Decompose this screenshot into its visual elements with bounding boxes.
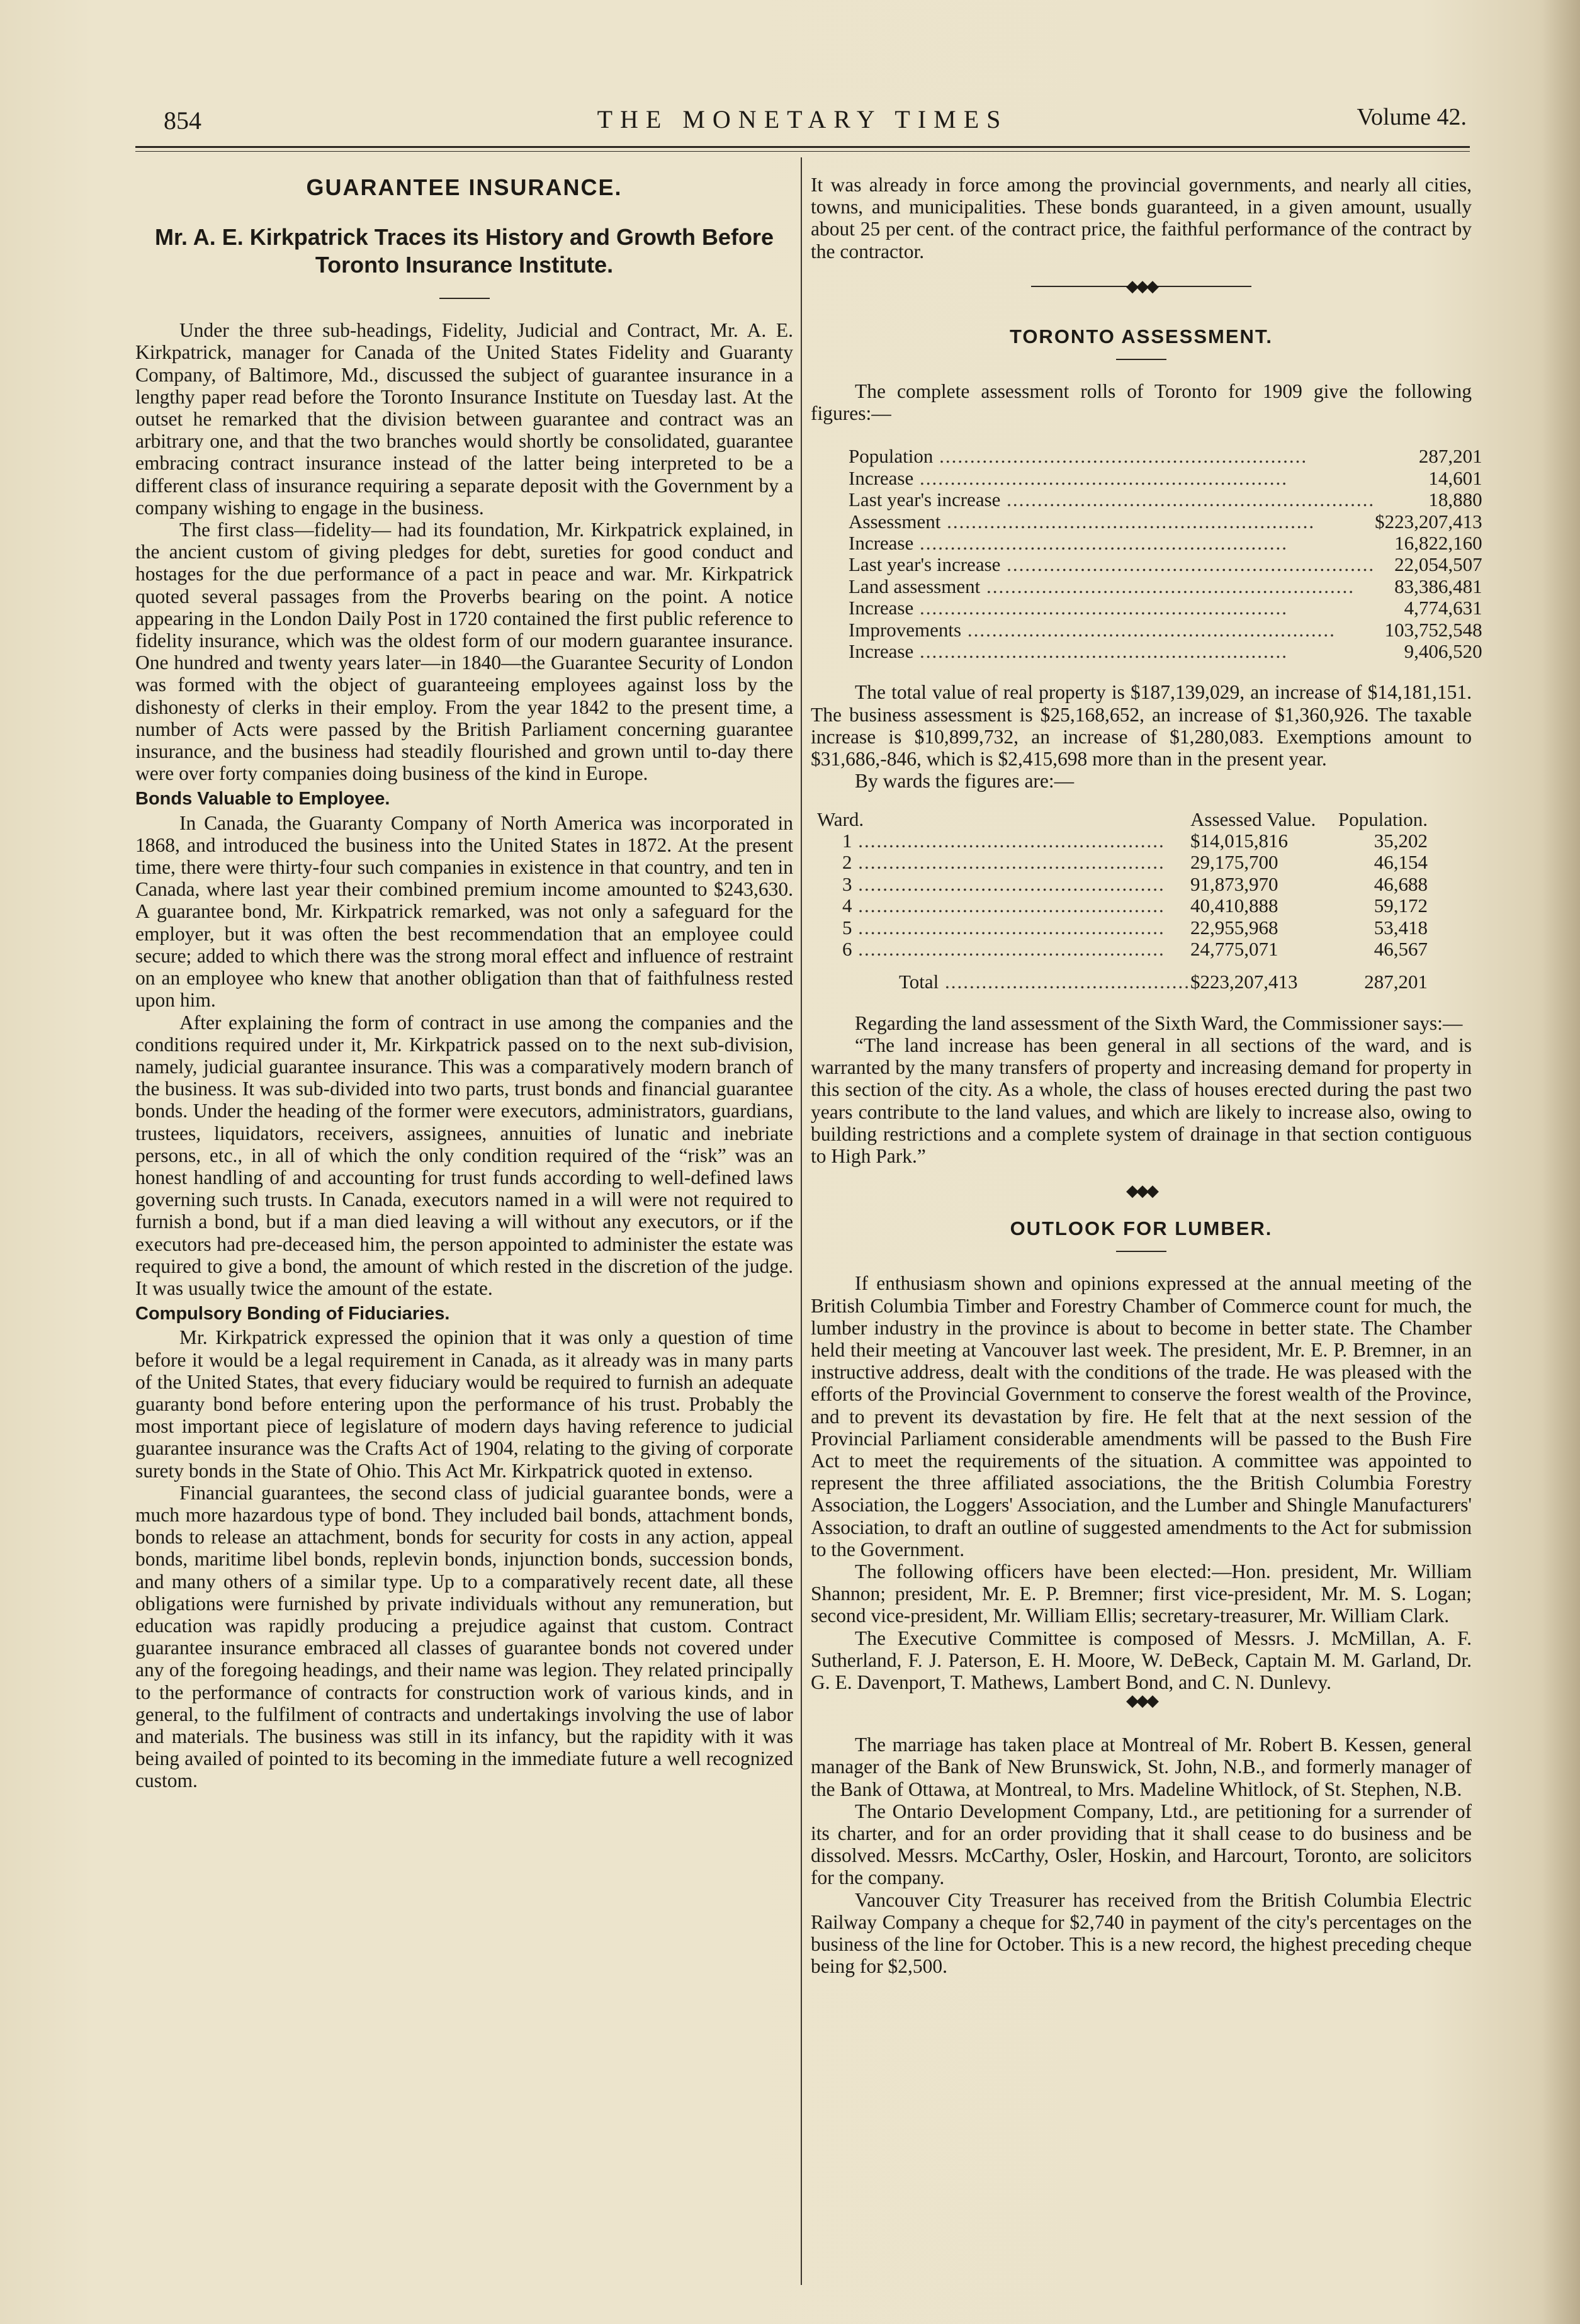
ward-number-cell: [817, 917, 1190, 939]
leader-dots: ..................................................: [852, 917, 1165, 939]
stats-label-text: Increase: [849, 641, 914, 663]
publication-title: THE MONETARY TIMES: [597, 105, 1008, 133]
stats-value: 4,774,631: [1404, 597, 1482, 619]
total-label: Total: [899, 971, 939, 993]
total-assessed: $223,207,413: [1190, 971, 1298, 993]
paragraph: The complete assessment rolls of Toronto for 1909 give the following figures:—: [811, 380, 1472, 425]
stats-value: 14,601: [1428, 466, 1482, 489]
leader-dots: ............................................................: [933, 446, 1308, 468]
header-rule-thin: [135, 151, 1470, 152]
stats-row: [849, 597, 1482, 619]
stats-label: [849, 554, 1375, 575]
paragraph: By wards the figures are:—: [855, 770, 1075, 793]
ward-row: [817, 874, 1465, 895]
ward-number-cell: [817, 852, 1190, 873]
stats-value: $223,207,413: [1375, 510, 1482, 533]
wards-header-row: [817, 809, 1465, 830]
leader-dots: ..................................................: [852, 852, 1165, 874]
ward-number-cell: [817, 895, 1190, 917]
section-ornament: [811, 1693, 1472, 1708]
leader-dots: ............................................................: [940, 510, 1316, 533]
ward-assessed: 22,955,968: [1190, 916, 1278, 939]
ward-assessed: $14,015,816: [1190, 829, 1289, 852]
ward-population: 35,202: [1374, 829, 1428, 852]
paragraph: The following officers have been elected:—Hon. president, Mr. William Shannon; president, Mr. E. P. Bremner; first vice-president, Mr. M. S. Logan; second vice-president, Mr. William Ellis; secretary-treasurer, Mr. William Clark.: [811, 1560, 1472, 1627]
article-title-toronto: TORONTO ASSESSMENT.: [1009, 325, 1273, 347]
stats-row: [849, 468, 1482, 489]
ward-assessed: 40,410,888: [1190, 894, 1278, 917]
left-column: [135, 170, 793, 1792]
wards-total-row: [817, 960, 1465, 993]
section-ornament: [811, 1183, 1472, 1199]
total-population: 287,201: [1364, 971, 1428, 993]
subheading-compulsory-bonding: Compulsory Bonding of Fiduciaries.: [135, 1304, 450, 1324]
leader-dots: ..................................................: [852, 873, 1165, 895]
stats-row: [849, 641, 1482, 662]
stats-value: 287,201: [1418, 445, 1482, 468]
ward-population: 46,567: [1374, 937, 1428, 960]
ornament-diamonds-icon: ◆◆◆: [1126, 1691, 1156, 1710]
volume-label: Volume 42.: [1357, 104, 1467, 130]
ward-number: 6: [842, 938, 852, 960]
paragraph: Mr. Kirkpatrick expressed the opinion that it was only a question of time before it would be a legal requirement in Canada, as it already was in many parts of the United States, that every fiduciary would be required to furnish an adequate guaranty bond before entering upon the performance of his trust. Probably the most important piece of legislature of modern days having reference to judicial guarantee insurance was the Crafts Act of 1904, relating to the giving of corporate surety bonds in the State of Ohio. This Act Mr. Kirkpatrick quoted in extenso.: [135, 1326, 793, 1482]
ward-population: 53,418: [1374, 916, 1428, 939]
stats-value: 103,752,548: [1384, 618, 1482, 641]
news-note: Vancouver City Treasurer has received from the British Columbia Electric Railway Company a cheque for $2,740 in payment of the city's percentages on the business of the line for October. This is a new record, the highest preceding cheque being for $2,500.: [811, 1888, 1472, 1978]
paragraph: In Canada, the Guaranty Company of North America was incorporated in 1868, and introduced the business into the United States in 1872. At the present time, there were thirty-four such companies in existence in that country, and ten in Canada, where last year their combined premium income amounted to $243,630. A guarantee bond, Mr. Kirkpatrick remarked, was not only a safeguard for the employer, but it was often the best recommendation that an employee could secure; added to which there was the strong moral effect and influence of restraint on an employee who knew that another obligation than that of faithfulness rested upon him.: [135, 811, 793, 1012]
stats-label-text: Improvements: [849, 619, 962, 641]
leader-dots: ............................................................: [1000, 489, 1375, 511]
ward-assessed: 29,175,700: [1190, 851, 1278, 874]
ward-number: 5: [842, 917, 852, 939]
paragraph: The Executive Committee is composed of Messrs. J. McMillan, A. F. Sutherland, F. J. Paterson, E. H. Moore, W. DeBeck, Captain M. M. Garland, Dr. G. E. Davenport, T. Mathews, Lambert Bond, and C. N. Dunlevy.: [811, 1627, 1472, 1694]
stats-label: [849, 641, 1375, 662]
stats-label: [849, 489, 1375, 510]
stats-value: 83,386,481: [1394, 575, 1482, 597]
ward-number-cell: [817, 939, 1190, 960]
leader-dots: ............................................................: [913, 597, 1288, 619]
leader-dots: ..................................................: [852, 938, 1165, 960]
stats-value: 9,406,520: [1404, 640, 1482, 663]
ward-row: [817, 830, 1465, 852]
stats-value: 16,822,160: [1394, 532, 1482, 555]
article-title-guarantee: GUARANTEE INSURANCE.: [306, 174, 623, 200]
ward-population: 46,688: [1374, 872, 1428, 895]
header-ward: Ward.: [817, 808, 864, 830]
subheading-bonds-employee: Bonds Valuable to Employee.: [135, 789, 390, 809]
ward-population: 59,172: [1374, 894, 1428, 917]
news-note: The Ontario Development Company, Ltd., are petitioning for a surrender of its charter, and for an order providing that it shall cease to do business and be dissolved. Messrs. McCarthy, Osler, Hoskin, and Harcourt, Toronto, are solicitors for the company.: [811, 1800, 1472, 1889]
stats-label-text: Land assessment: [849, 575, 981, 597]
ward-row: [817, 917, 1465, 939]
paragraph: The total value of real property is $187,139,029, an increase of $14,181,151. The business assessment is $25,168,652, an increase of $1,360,926. The taxable increase is $10,899,732, an increase of $1,280,083. Exemptions amount to $31,686,-846, which is $2,415,698 more than in the present year.: [811, 681, 1472, 770]
news-note: The marriage has taken place at Montreal of Mr. Robert B. Kessen, general manager of the Bank of New Brunswick, St. John, N.B., and formerly manager of the Bank of Ottawa, at Montreal, to Mrs. Madeline Whitlock, of St. Stephen, N.B.: [811, 1734, 1472, 1800]
stats-label-text: Assessment: [849, 510, 941, 533]
leader-dots: ..................................................: [852, 830, 1165, 852]
stats-label: [849, 533, 1375, 554]
leader-dots: ............................................................: [913, 467, 1288, 489]
stats-value: 22,054,507: [1394, 553, 1482, 576]
column-divider: [801, 157, 802, 2285]
leader-dots: ............................................................: [913, 641, 1288, 663]
leader-dots: ............................................................: [1000, 554, 1375, 576]
page-edge-shadow: [1542, 0, 1580, 2324]
header-rule: [135, 146, 1470, 148]
ward-row: [817, 939, 1465, 960]
paragraph: Under the three sub-headings, Fidelity, Judicial and Contract, Mr. A. E. Kirkpatrick, manager for Canada of the United States Fidelity and Guaranty Company, of Baltimore, Md., discussed the subject of guarantee insurance in a lengthy paper read before the Toronto Insurance Institute on Tuesday last. At the outset he remarked that the division between guarantee and contract was an arbitrary one, and that the two branches would shortly be consolidated, guarantee embracing contract insurance instead of the latter being interpreted to be a different class of insurance requiring a separate deposit with the Government by a company wishing to engage in the business.: [135, 319, 793, 519]
ward-population: 46,154: [1374, 851, 1428, 874]
ward-number: 2: [842, 852, 852, 874]
ornament-diamonds-icon: ◆◆◆: [1126, 1182, 1156, 1200]
stats-label-text: Increase: [849, 467, 914, 489]
ward-row: [817, 852, 1465, 873]
leader-dots: ........................................: [939, 971, 1191, 993]
stats-row: [849, 554, 1482, 575]
header-assessed: Assessed Value.: [1190, 808, 1316, 830]
stats-label-text: Last year's increase: [849, 554, 1001, 576]
paragraph: The first class—fidelity— had its foundation, Mr. Kirkpatrick explained, in the ancient custom of giving pledges for debt, sureties for good conduct and hostages for the due performance of a pact in peace and war. Mr. Kirkpatrick quoted several passages from the Proverbs bearing on the point. A notice appearing in the London Daily Post in 1720 contained the first public reference to fidelity insurance, which was the oldest form of our modern guarantee insurance. One hundred and twenty years later—in 1840—the Guarantee Security of London was formed with the object of guaranteeing employees against loss by the dishonesty of clerks in their employ. From the year 1842 to the present time, a number of Acts were passed by the British Parliament concerning guarantee insurance, and the business had steadily flourished and grown until to-day there were over forty companies doing business of the kind in Europe.: [135, 519, 793, 785]
wards-table: [817, 809, 1465, 993]
stats-label: [849, 446, 1375, 467]
stats-value: 18,880: [1428, 488, 1482, 511]
stats-row: [849, 489, 1482, 510]
ward-number-cell: [817, 874, 1190, 895]
title-rule: [439, 298, 490, 299]
stats-row: [849, 533, 1482, 554]
title-rule: [1116, 1251, 1166, 1252]
ward-number-cell: [817, 830, 1190, 852]
section-ornament: [811, 276, 1472, 295]
stats-row: [849, 511, 1482, 533]
ward-assessed: 24,775,071: [1190, 937, 1278, 960]
paragraph: After explaining the form of contract in use among the companies and the conditions required under it, Mr. Kirkpatrick passed on to the next sub-division, namely, judicial guarantee insurance. This was a comparatively modern branch of the business. It was sub-divided into two parts, trust bonds and financial guarantee bonds. Under the heading of the former were executors, administrators, guardians, trustees, liquidators, receivers, assignees, annuities of lunatic and inebriate persons, etc., in all of which the only condition required of the “risk” was an honest handling of and accounting for trust funds according to well-defined laws governing such trusts. In Canada, executors named in a will were not required to furnish a bond, but if a man died leaving a will without any executors, or if the executors had pre-deceased him, the person appointed to administer the estate was required to give a bond, the amount of which rested in the discretion of the judge. It was usually twice the amount of the estate.: [135, 1011, 793, 1299]
stats-label-text: Population: [849, 446, 934, 468]
ward-number: 1: [842, 830, 852, 852]
title-rule: [1116, 359, 1166, 360]
stats-label-text: Increase: [849, 533, 914, 555]
quotation: “The land increase has been general in all sections of the ward, and is warranted by the many transfers of property and increasing demand for property in this section of the city. As a whole, the class of houses erected during the past two years contribute to the land values, and which are likely to increase also, owing to building restrictions and a complete system of drainage in that section contiguous to High Park.”: [811, 1034, 1472, 1167]
stats-label: [849, 576, 1375, 597]
leader-dots: ............................................................: [913, 533, 1288, 555]
stats-row: [849, 446, 1482, 467]
leader-dots: ..................................................: [852, 895, 1165, 917]
leader-dots: ............................................................: [961, 619, 1336, 641]
total-label-cell: [817, 960, 1190, 993]
paragraph: Financial guarantees, the second class of judicial guarantee bonds, were a much more hazardous type of bond. They included bail bonds, attachment bonds, bonds to release an attachment, bonds for security for costs in any action, appeal bonds, maritime libel bonds, replevin bonds, injunction bonds, succession bonds, and many others of a similar type. Up to a comparatively recent date, all these obligations were furnished by private individuals without any remuneration, but education was rapidly producing a prejudice against that custom. Contract guarantee insurance embraced all classes of guarantee bonds not covered under any of the foregoing headings, and their name was legion. They related principally to the performance of contracts for construction work of various kinds, and in general, to the fulfilment of contracts and undertakings involving the use of labor and materials. The business was still in its infancy, but the rapidity with it was being availed of pointed to its becoming in the immediate future a well recognized custom.: [135, 1481, 793, 1792]
stats-label: [849, 468, 1375, 489]
header-population: Population.: [1338, 808, 1428, 830]
stats-label: [849, 511, 1375, 533]
page-number: 854: [164, 106, 201, 135]
article-title-lumber: OUTLOOK FOR LUMBER.: [1010, 1217, 1273, 1240]
stats-label: [849, 619, 1375, 641]
ward-assessed: 91,873,970: [1190, 872, 1278, 895]
paragraph: If enthusiasm shown and opinions expressed at the annual meeting of the British Columbia Timber and Forestry Chamber of Commerce count for much, the lumber industry in the province is about to become in better state. The Chamber held their meeting at Vancouver last week. The president, Mr. E. P. Bremner, in an instructive address, dealt with the conditions of the trade. He was pleased with the efforts of the Provincial Government to conserve the forest wealth of the Province, and to prevent its devastation by fire. He felt that at the next session of the Provincial Parliament considerable amendments will be passed to the Bush Fire Act to meet the requirements of the situation. A committee was appointed to represent the three affiliated associations, the the British Columbia Forestry Association, the Loggers' Association, and the Lumber and Shingle Manufacturers' Association, to draft an outline of suggested amendments to the Act for submission to the Government.: [811, 1272, 1472, 1560]
ward-number: 4: [842, 895, 852, 917]
paragraph-continued: It was already in force among the provincial governments, and nearly all cities, towns, and municipalities. These bonds guaranteed, in a given amount, usually about 25 per cent. of the contract price, the faithful performance of the contract by the contractor.: [811, 174, 1472, 262]
ward-row: [817, 895, 1465, 917]
leader-dots: ............................................................: [980, 575, 1355, 597]
ornament-diamonds-icon: ◆◆◆: [1126, 276, 1156, 295]
paragraph: Regarding the land assessment of the Sixth Ward, the Commissioner says:—: [855, 1012, 1463, 1034]
ward-number: 3: [842, 873, 852, 895]
stats-row: [849, 619, 1482, 641]
stats-label: [849, 597, 1375, 619]
stats-label-text: Increase: [849, 597, 914, 619]
running-header: [138, 101, 1467, 138]
right-column: [811, 174, 1482, 1978]
article-subtitle-guarantee: Mr. A. E. Kirkpatrick Traces its History and Growth Before Toronto Insurance Institute.: [155, 224, 774, 278]
assessment-stats-table: [849, 446, 1482, 662]
stats-row: [849, 576, 1482, 597]
stats-label-text: Last year's increase: [849, 489, 1001, 511]
